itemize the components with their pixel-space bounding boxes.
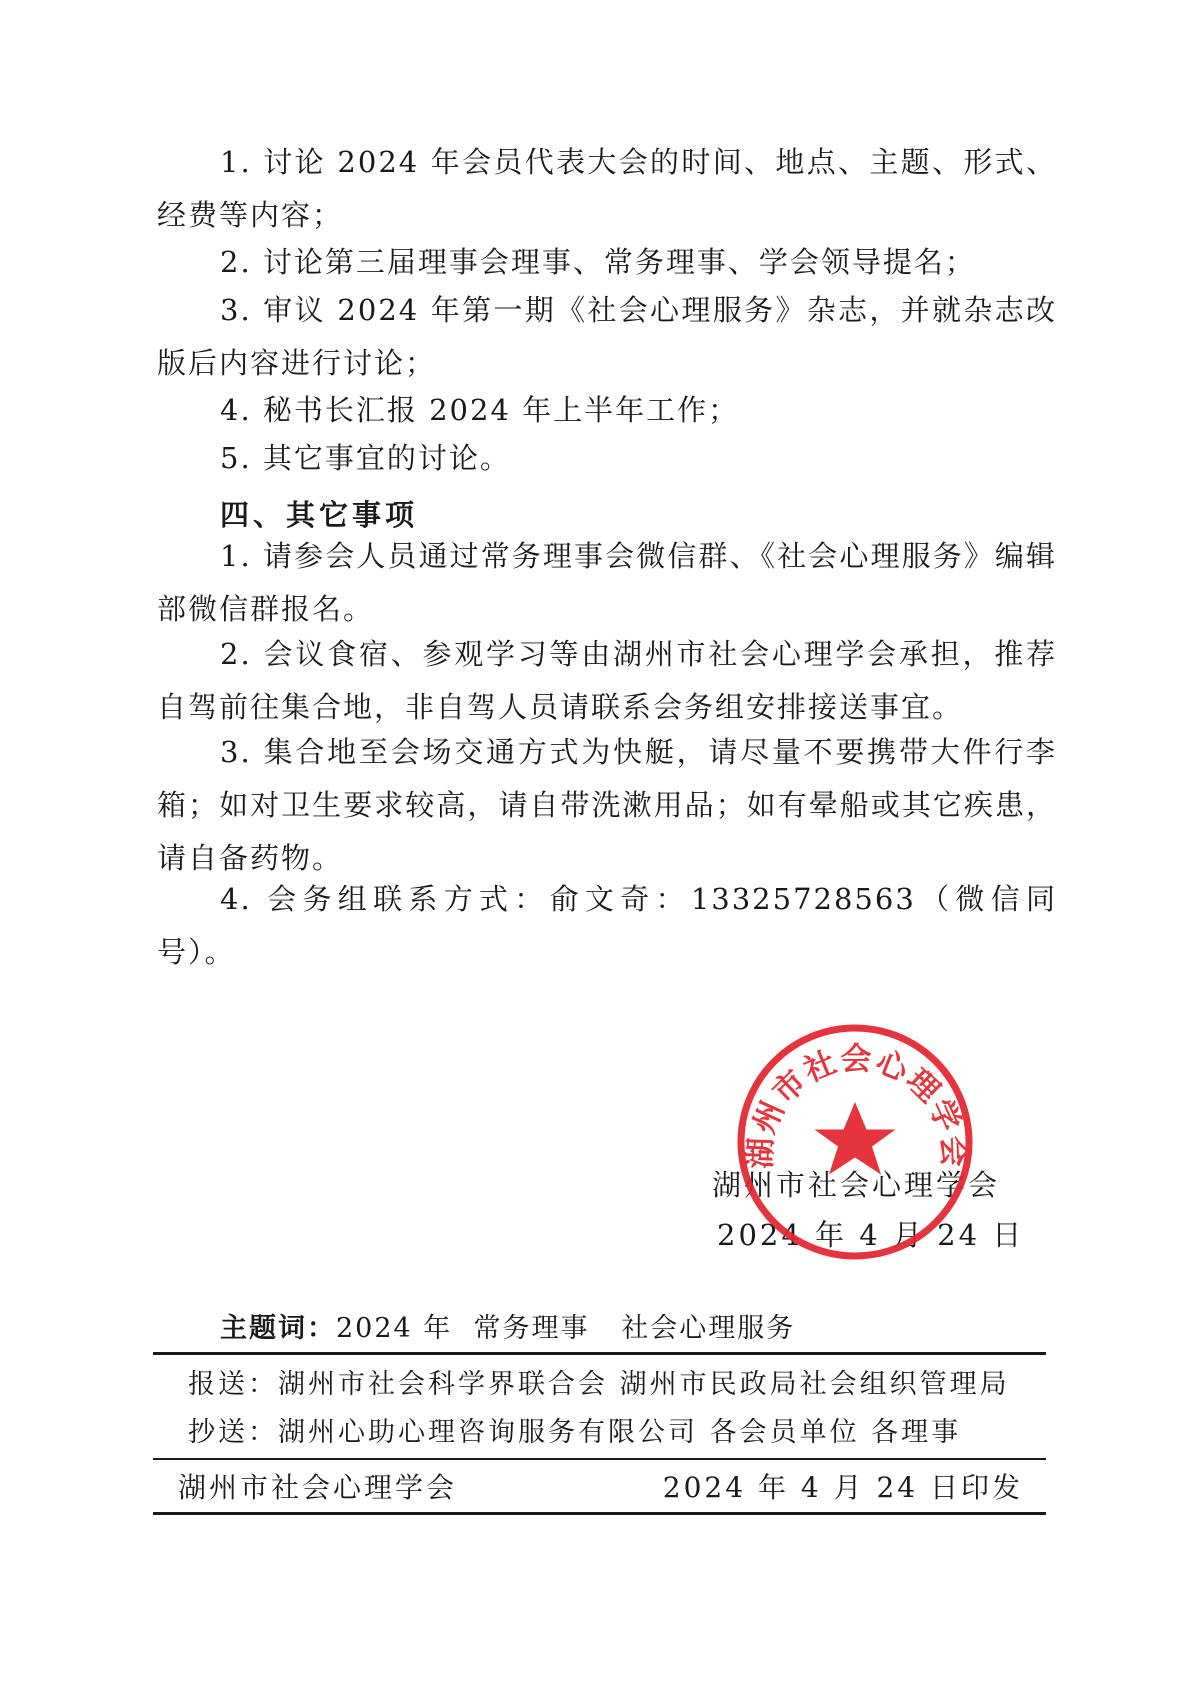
divider-middle [153,1458,1046,1460]
official-seal [735,1022,975,1262]
agenda-item-2: 2. 讨论第三届理事会理事、常务理事、学会领导提名； [220,245,976,279]
agenda-item-3: 3. 审议 2024 年第一期《社会心理服务》杂志，并就杂志改版后内容进行讨论； [157,293,1057,380]
signature-org: 湖州市社会心理学会 [712,1168,1001,1202]
report-to-line: 报送：湖州市社会科学界联合会 湖州市民政局社会组织管理局 [188,1369,1010,1400]
keywords-line [220,1306,795,1345]
keywords-label: 主题词： [220,1313,336,1344]
divider-top [153,1352,1046,1355]
seal-star-icon [815,1102,896,1175]
divider-bottom [153,1512,1046,1515]
agenda-item-1: 1. 讨论 2024 年会员代表大会的时间、地点、主题、形式、经费等内容； [157,145,1057,232]
seal-arc-text: 湖州市社会心理学会 [742,1041,972,1170]
section-heading: 四、其它事项 [220,498,419,532]
notice-item-2: 2. 会议食宿、参观学习等由湖州市社会心理学会承担，推荐自驾前往集合地，非自驾人员请联系会务组安排接送事宜。 [157,637,1057,724]
notice-item-4: 4. 会务组联系方式：俞文奇：13325728563（微信同号）。 [157,882,1057,969]
footer-issued-date: 2024 年 4 月 24 日印发 [662,1471,1023,1504]
agenda-item-4: 4. 秘书长汇报 2024 年上半年工作； [220,393,740,427]
keywords-value: 2024 年 常务理事 社会心理服务 [336,1313,796,1344]
copy-to-line: 抄送：湖州心助心理咨询服务有限公司 各会员单位 各理事 [188,1417,962,1448]
agenda-item-5: 5. 其它事宜的讨论。 [220,441,511,475]
notice-item-1: 1. 请参会人员通过常务理事会微信群、《社会心理服务》编辑部微信群报名。 [157,539,1057,626]
notice-item-3: 3. 集合地至会场交通方式为快艇，请尽量不要携带大件行李箱；如对卫生要求较高，请自带洗漱用品；如有晕船或其它疾患，请自备药物。 [157,735,1057,875]
footer-issuer: 湖州市社会心理学会 [178,1471,458,1504]
signature-date: 2024 年 4 月 24 日 [717,1218,1025,1252]
